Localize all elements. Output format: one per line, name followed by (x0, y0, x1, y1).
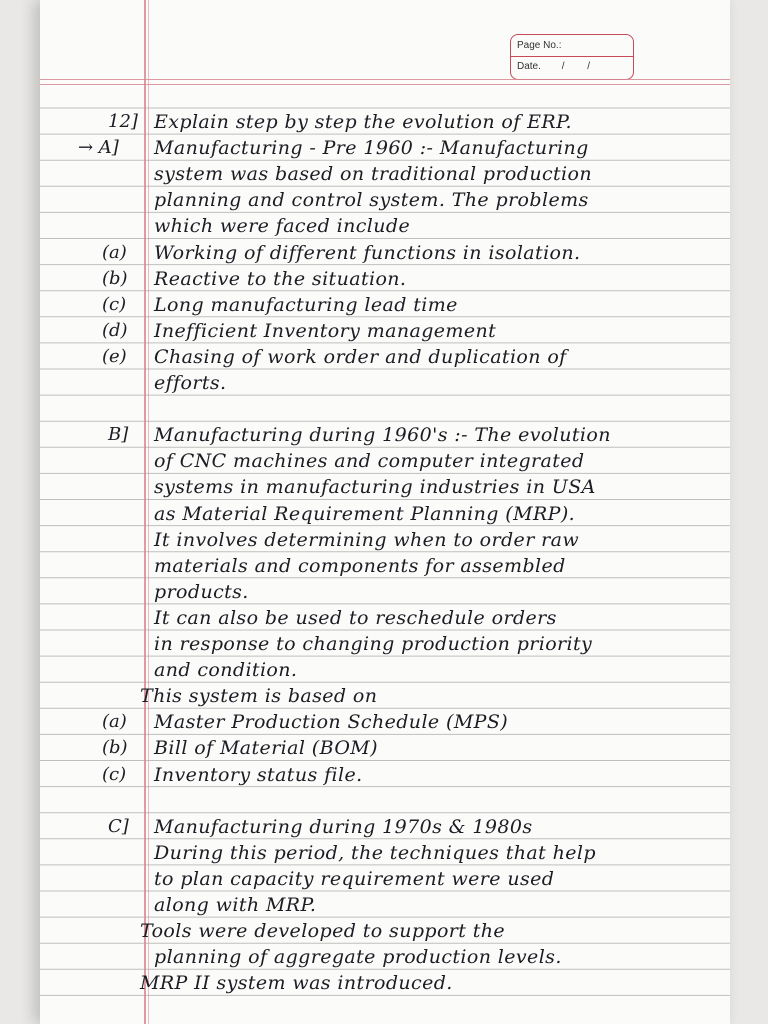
text-line: products. (154, 580, 249, 603)
text-line: Chasing of work order and duplication of (154, 345, 567, 368)
text-line: Working of different functions in isolation. (154, 241, 581, 264)
line-marker: (b) (102, 267, 128, 289)
text-line: planning of aggregate production levels. (154, 946, 562, 969)
text-line: of CNC machines and computer integrated (154, 450, 585, 473)
date-label-text: Date. (517, 61, 541, 72)
text-line: systems in manufacturing industries in USA (154, 476, 596, 499)
line-marker: (d) (102, 319, 128, 341)
text-line: During this period, the techniques that help (154, 841, 596, 864)
text-line: Tools were developed to support the (140, 920, 506, 943)
line-marker: → A] (78, 137, 119, 159)
line-marker: (b) (102, 737, 128, 759)
left-margin-line (144, 0, 146, 1024)
text-line: and condition. (154, 659, 298, 682)
text-line: This system is based on (140, 685, 378, 708)
notebook-page (40, 0, 730, 1024)
text-line: Manufacturing during 1960's :- The evolution (154, 424, 611, 447)
line-marker: (a) (102, 241, 127, 263)
text-line: Master Production Schedule (MPS) (154, 711, 509, 734)
left-margin-line-secondary (148, 0, 149, 1024)
text-line: Long manufacturing lead time (154, 293, 458, 316)
line-marker: C] (108, 815, 129, 837)
text-line: It involves determining when to order raw (154, 528, 579, 551)
text-line: Bill of Material (BOM) (154, 737, 378, 760)
text-line: Reactive to the situation. (154, 267, 407, 290)
line-marker: (a) (102, 711, 127, 733)
line-marker: (e) (102, 345, 127, 367)
date-value: / / (561, 61, 601, 72)
text-line: which were faced include (154, 215, 411, 238)
text-line: It can also be used to reschedule orders (154, 606, 557, 629)
text-line: in response to changing production priority (154, 633, 593, 655)
text-line: to plan capacity requirement were used (154, 867, 555, 890)
text-line: efforts. (154, 372, 227, 394)
text-line: planning and control system. The problems (154, 189, 589, 212)
line-marker: (c) (102, 293, 127, 315)
text-line: materials and components for assembled (154, 554, 566, 577)
text-line: as Material Requirement Planning (MRP). (154, 502, 576, 525)
text-line: Explain step by step the evolution of ERP. (154, 111, 572, 133)
page-no-label: Page No.: (517, 40, 562, 51)
line-marker: 12] (108, 111, 138, 132)
text-line: MRP II system was introduced. (140, 972, 453, 995)
text-line: Manufacturing - Pre 1960 :- Manufacturing (154, 137, 589, 160)
text-line: Manufacturing during 1970s & 1980s (154, 815, 533, 838)
text-line: Inventory status file. (154, 763, 363, 786)
text-line: system was based on traditional production (154, 163, 592, 186)
line-marker: B] (108, 424, 129, 446)
line-marker: (c) (102, 763, 127, 785)
text-line: along with MRP. (154, 894, 317, 916)
text-line: Inefficient Inventory management (154, 319, 497, 342)
